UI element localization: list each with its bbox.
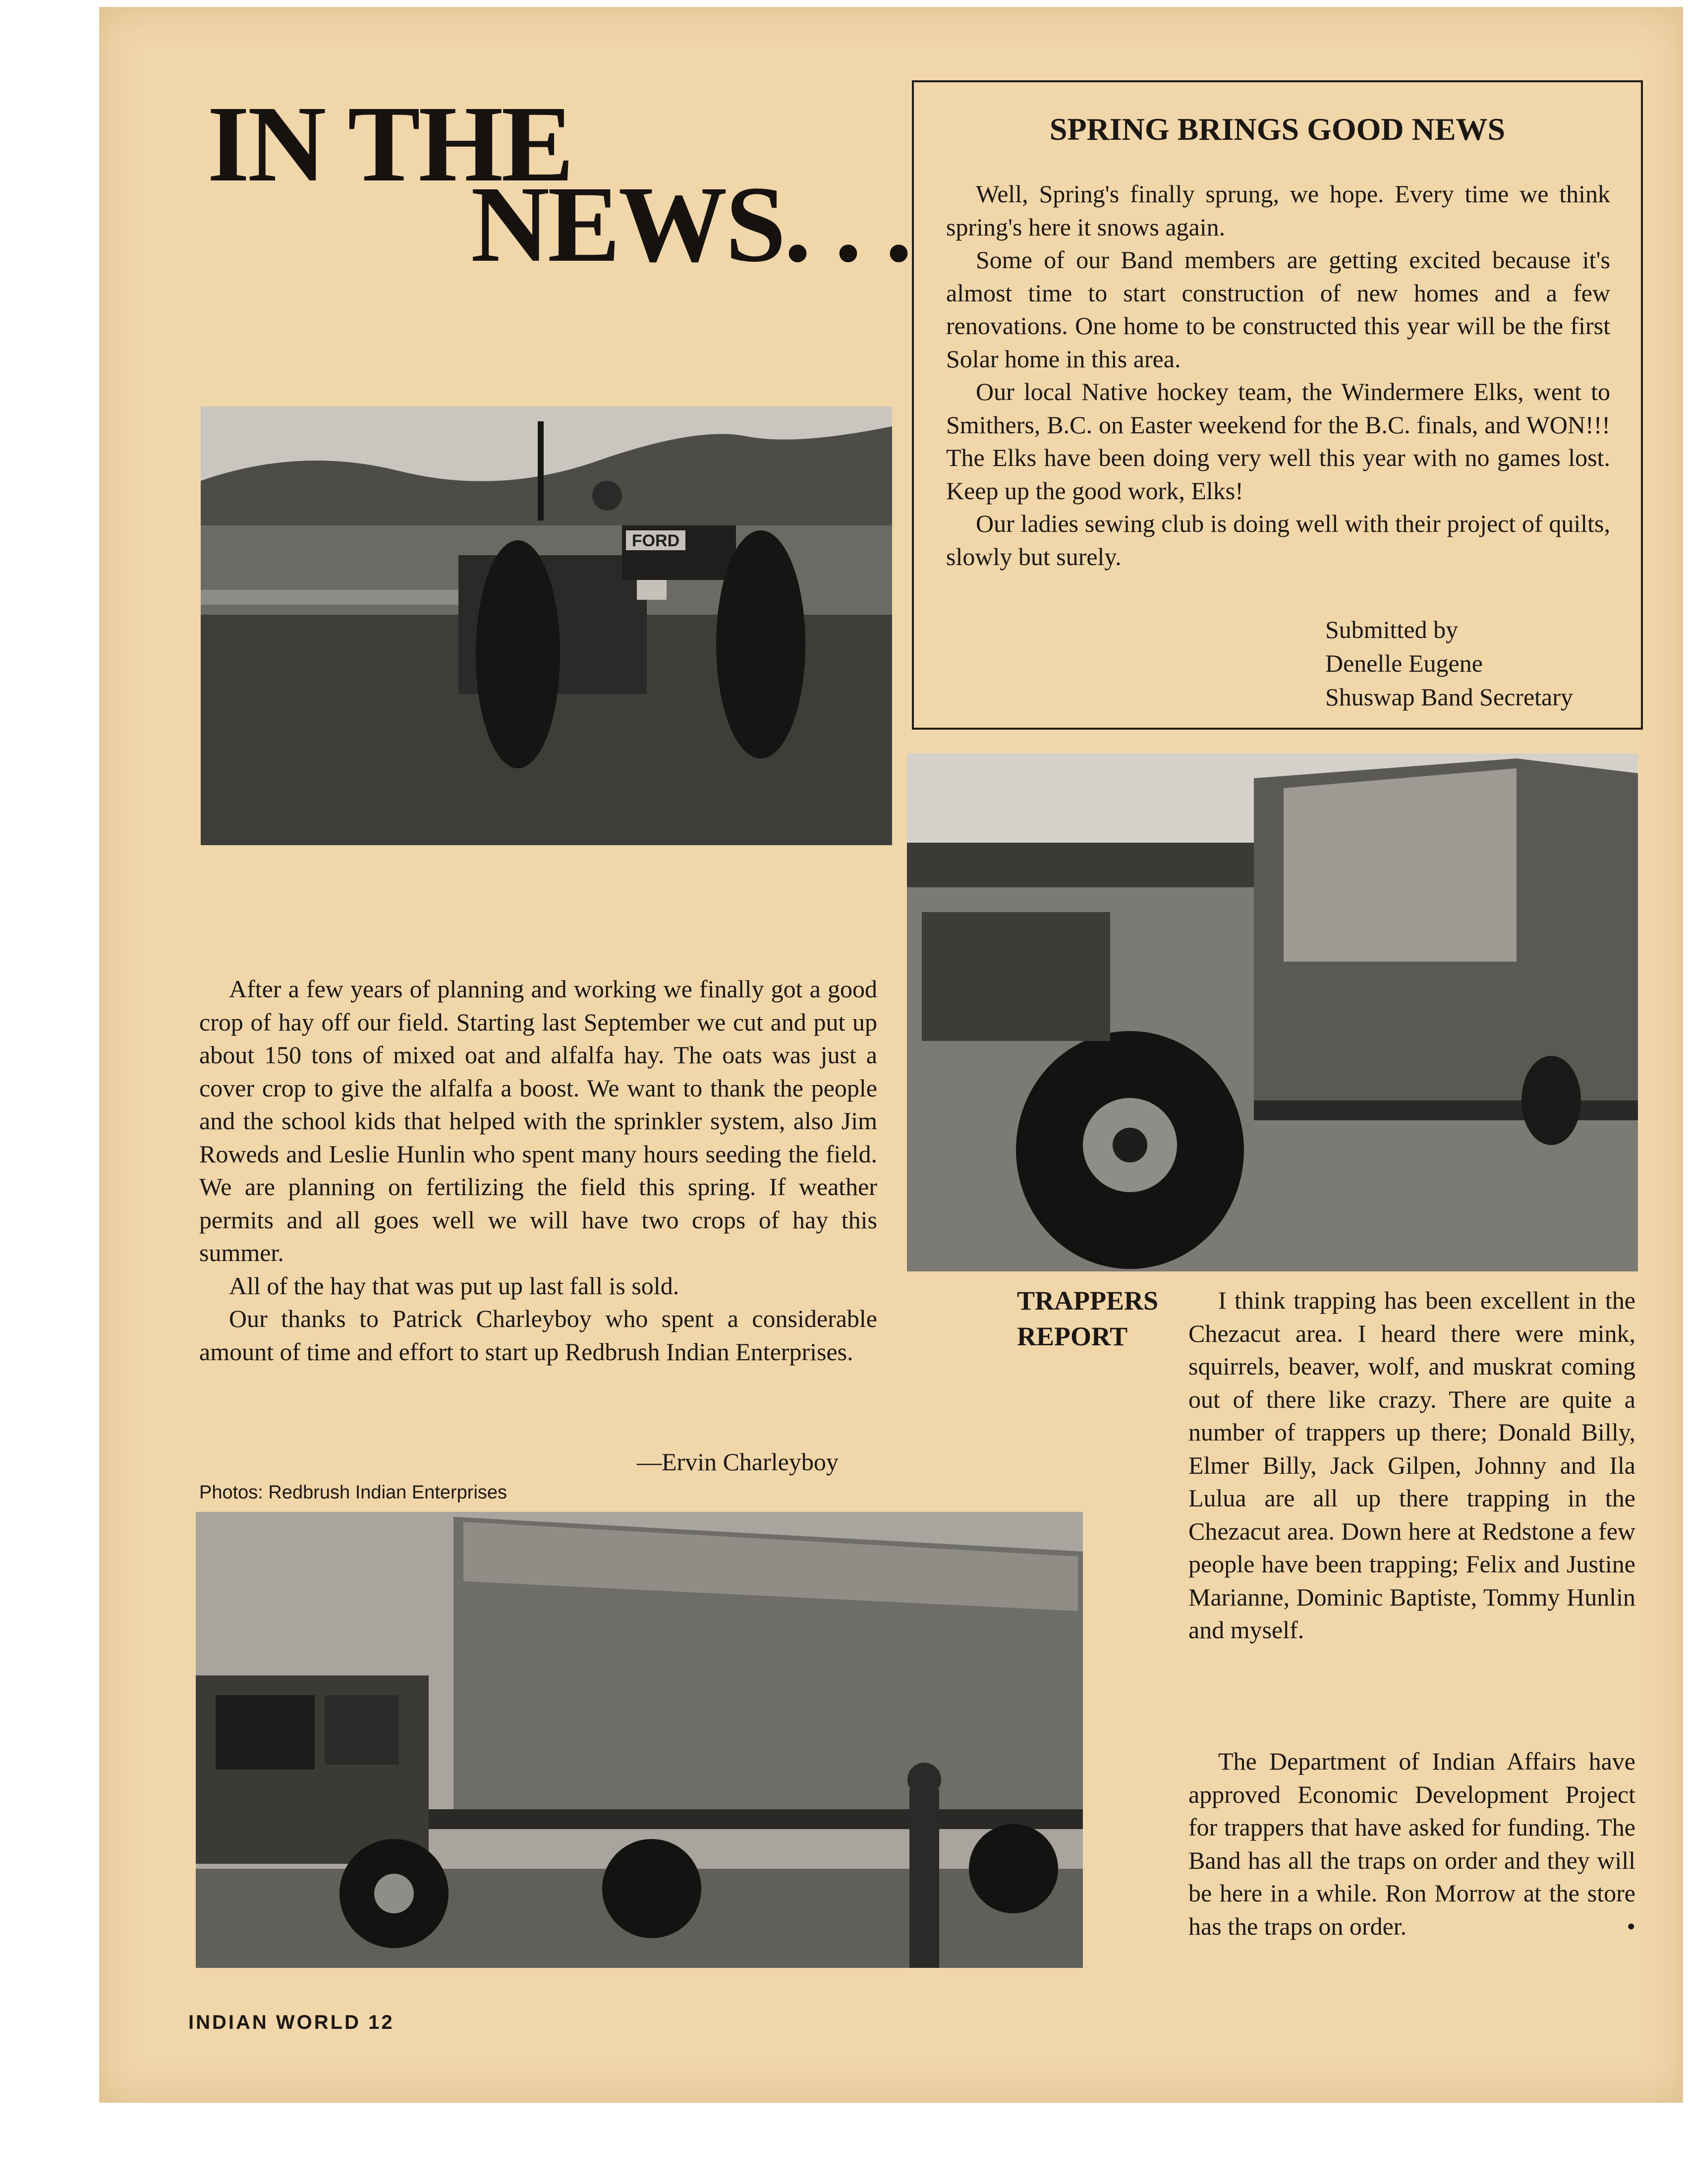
trappers-heading	[1017, 1283, 1158, 1354]
signature-name: Denelle Eugene	[1325, 649, 1483, 677]
signature-title: Shuswap Band Secretary	[1325, 683, 1573, 711]
trappers-paragraph-text: The Department of Indian Affairs have approved Economic Development Project for trappers that have asked for funding. The Band has all the traps on order and they will be here in a while. Ron Morrow at the store has the traps on order.	[1188, 1747, 1635, 1940]
hay-byline: —Ervin Charleyboy	[637, 1448, 839, 1476]
spring-news-title: SPRING BRINGS GOOD NEWS	[1049, 112, 1506, 147]
headline-line-2: NEWS. . .	[471, 164, 910, 285]
trappers-heading-line-2: REPORT	[1017, 1322, 1128, 1351]
spring-signature	[1325, 613, 1573, 714]
spring-paragraph: Our local Native hockey team, the Windermere Elks, went to Smithers, B.C. on Easter weekend for the B.C. finals, and WON!!! The Elks have been doing very well this year with no games lost. Keep up the good work, Elks!	[946, 378, 1610, 505]
spring-paragraph: Our ladies sewing club is doing well with their project of quilts, slowly but surely.	[946, 510, 1610, 571]
tractor-badge-text: FORD	[631, 531, 680, 550]
spring-news-box	[912, 80, 1643, 730]
trappers-paragraph	[1188, 1745, 1635, 1943]
trappers-heading-line-1: TRAPPERS	[1017, 1286, 1159, 1316]
spring-paragraph: Some of our Band members are getting excited because it's almost time to start construction of new homes and a few renovations. One home to be constructed this year will be the first Solar home in this area.	[946, 246, 1610, 373]
hay-wagon-photo	[907, 753, 1638, 1271]
hay-paragraph: Our thanks to Patrick Charleyboy who spent a considerable amount of time and effort to start up Redbrush Indian Enterprises.	[199, 1305, 877, 1366]
trappers-body	[1188, 1284, 1635, 1647]
tractor-photo	[201, 406, 892, 845]
hay-truck-photo	[196, 1512, 1083, 1968]
hay-article-body	[199, 973, 877, 1368]
hay-paragraph: All of the hay that was put up last fall is sold.	[229, 1271, 679, 1300]
photo-credit: Photos: Redbrush Indian Enterprises	[199, 1482, 507, 1503]
signature-line: Submitted by	[1325, 616, 1459, 643]
page-footer: INDIAN WORLD 12	[188, 2012, 394, 2033]
headline-line-1: IN THE	[207, 83, 572, 204]
trappers-body-2	[1188, 1745, 1635, 1943]
spring-news-body	[946, 177, 1610, 573]
spring-paragraph: Well, Spring's finally sprung, we hope. Every time we think spring's here it snows again.	[946, 180, 1610, 241]
hay-paragraph: After a few years of planning and working we finally got a good crop of hay off our field. Starting last September we cut and put up about 150 tons of mixed oat and alfalfa hay. The oats was just a cover crop to give the alfalfa a boost. We want to thank the people and the school kids that helped with the sprinkler system, also Jim Roweds and Leslie Hunlin who spent many hours seeding the field. We are planning on fertilizing the field this spring. If weather permits and all goes well we will have two crops of hay this summer.	[199, 975, 877, 1266]
end-mark: •	[1627, 1912, 1635, 1940]
trappers-paragraph: I think trapping has been excellent in the Chezacut area. I heard there were mink, squirrels, beaver, wolf, and muskrat coming out of there like crazy. There are quite a number of trappers up there; Donald Billy, Elmer Billy, Jack Gilpen, Johnny and Ila Lulua are all up there trapping in the Chezacut area. Down here at Redstone a few people have been trapping; Felix and Justine Marianne, Dominic Baptiste, Tommy Hunlin and myself.	[1188, 1286, 1635, 1644]
